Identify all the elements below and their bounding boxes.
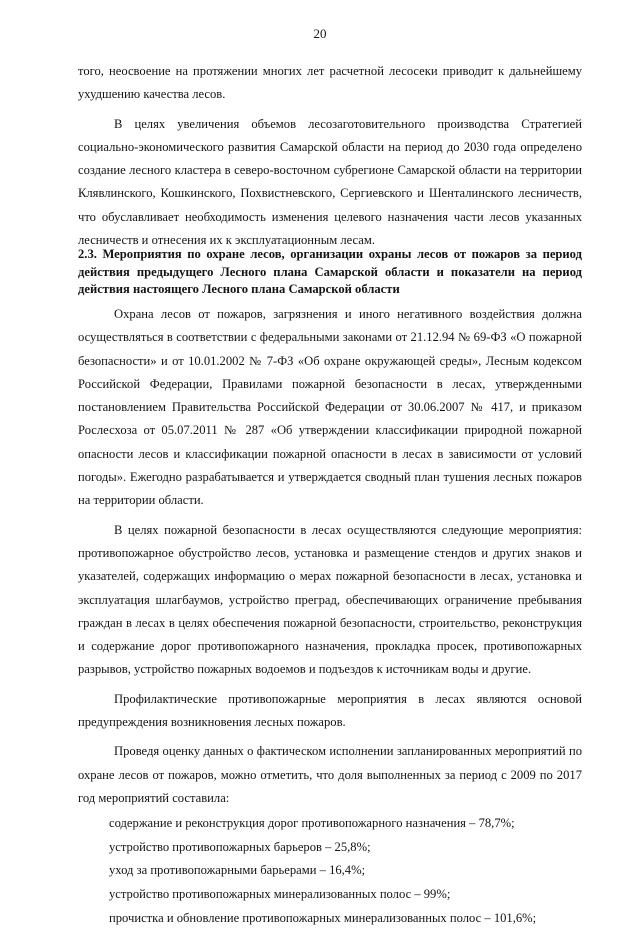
paragraph-legal-basis: Охрана лесов от пожаров, загрязнения и иного негативного воздействия должна осуществляться в соответствии с федеральными законами от 21.12.94 № 69-ФЗ «О пожарной безопасности» и от 10.01.2002 № 7-ФЗ «Об охране окружающей среды», Лесным кодексом Российской Федерации, Правилами пожарной безопасности в лесах, утвержденными постановлением Правительства Российской Федерации от 30.06.2007 № 417, и приказом Рослесхоза от 05.07.2011 № 287 «Об утверждении классификации природной пожарной опасности лесов и классификации пожарной опасности в лесах в зависимости от условий погоды». Ежегодно разрабатывается и утверждается сводный план тушения лесных пожаров на территории области. xyxy=(78,307,582,508)
paragraph-fire-measures: В целях пожарной безопасности в лесах осуществляются следующие мероприятия: противопожарное обустройство лесов, установка и размещение стендов и других знаков и указателей, содержащих информацию о мерах пожарной безопасности в лесах, установка и эксплуатация шлагбаумов, устройство преград, обеспечивающих ограничение пребывания граждан в лесах в целях обеспечения пожарной безопасности, строительство, реконструкция и содержание дорог противопожарного назначения, прокладка просек, противопожарных разрывов, устройство пожарных водоемов и подъездов к источникам воды и другие. xyxy=(78,522,582,677)
list-item: содержание и реконструкция дорог противопожарного назначения – 78,7%; xyxy=(109,816,515,831)
list-item: прочистка и обновление противопожарных минерализованных полос – 101,6%; xyxy=(109,910,537,925)
section-heading: 2.3. Мероприятия по охране лесов, организации охраны лесов от пожаров за период действия предыдущего Лесного плана Самарской области и показатели на период действия настоящего Лесного плана Самарской области xyxy=(78,247,582,296)
list-item: устройство противопожарных барьеров – 25,8%; xyxy=(109,839,371,854)
paragraph-prevention: Профилактические противопожарные мероприятия в лесах являются основой предупреждения возникновения лесных пожаров. xyxy=(78,691,582,730)
paragraph-continuation: того, неосвоение на протяжении многих лет расчетной лесосеки приводит к дальнейшему ухудшению качества лесов. xyxy=(78,64,582,102)
list-item: устройство противопожарных минерализованных полос – 99%; xyxy=(109,887,451,902)
fire-protection-block xyxy=(78,303,582,930)
page-number: 20 xyxy=(313,26,327,41)
intro-block xyxy=(78,60,582,252)
paragraph-forest-cluster: В целях увеличения объемов лесозаготовительного производства Стратегией социально-экономического развития Самарской области на период до 2030 года определено создание лесного кластера в северо-восточном субрегионе Самарской области на территории Клявлинского, Кошкинского, Похвистневского, Сергиевского и Шенталинского лесничеств, что обуславливает необходимость изменения целевого назначения части лесов указанных лесничеств и отнесения их к эксплуатационным лесам. xyxy=(78,116,582,248)
paragraph-assessment: Проведя оценку данных о фактическом исполнении запланированных мероприятий по охране лесов от пожаров, можно отметить, что доля выполненных за период с 2009 по 2017 год мероприятий составила: xyxy=(78,744,582,805)
results-list xyxy=(78,812,582,930)
list-item: уход за противопожарными барьерами – 16,4%; xyxy=(109,863,366,878)
section-2-3 xyxy=(78,246,582,299)
